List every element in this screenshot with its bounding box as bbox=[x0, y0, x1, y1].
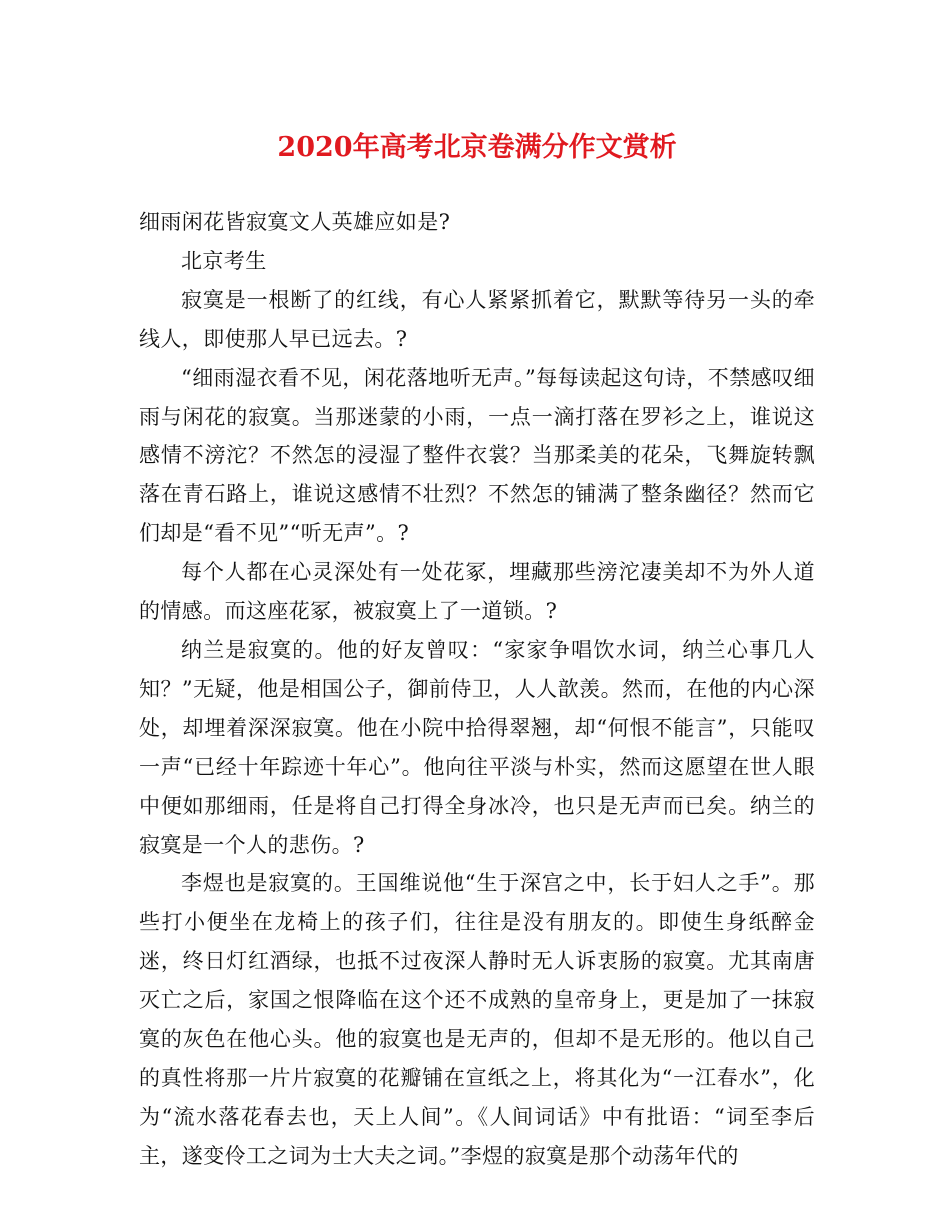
essay-author: 北京考生 bbox=[181, 248, 267, 273]
paragraph: 寂寞是一根断了的红线，有心人紧紧抓着它，默默等待另一头的牵线人，即使那人早已远去。? bbox=[139, 287, 815, 351]
paragraph: 纳兰是寂寞的。他的好友曾叹：“家家争唱饮水词，纳兰心事几人知？”无疑，他是相国公子，御前侍卫，人人歆羡。然而，在他的内心深处，却埋着深深寂寞。他在小院中拾得翠翘，却“何恨不能言”，只能叹一声“已经十年踪迹十年心”。他向往平淡与朴实，然而这愿望在世人眼中便如那细雨，任是将自己打得全身冰冷，也只是无声而已矣。纳兰的寂寞是一个人的悲伤。? bbox=[139, 637, 815, 857]
essay-title: 细雨闲花皆寂寞文人英雄应如是? bbox=[139, 210, 451, 234]
paragraph: 每个人都在心灵深处有一处花冢，埋藏那些滂沱凄美却不为外人道的情感。而这座花冢，被寂寞上了一道锁。? bbox=[139, 560, 815, 624]
document-body bbox=[139, 203, 815, 1176]
paragraph: “细雨湿衣看不见，闲花落地听无声。”每每读起这句诗，不禁感叹细雨与闲花的寂寞。当那迷蒙的小雨，一点一滴打落在罗衫之上，谁说这感情不滂沱？不然怎的浸湿了整件衣裳？当那柔美的花朵，飞舞旋转飘落在青石路上，谁说这感情不壮烈？不然怎的铺满了整条幽径？然而它们却是“看不见”“听无声”。? bbox=[139, 365, 815, 546]
document-page bbox=[139, 0, 815, 1230]
paragraph: 李煜也是寂寞的。王国维说他“生于深宫之中，长于妇人之手”。那些打小便坐在龙椅上的孩子们，往往是没有朋友的。即使生身纸醉金迷，终日灯红酒绿，也抵不过夜深人静时无人诉衷肠的寂寞。尤其南唐灭亡之后，家国之恨降临在这个还不成熟的皇帝身上，更是加了一抹寂寞的灰色在他心头。他的寂寞也是无声的，但却不是无形的。他以自己的真性将那一片片寂寞的花瓣铺在宣纸之上，将其化为“一江春水”，化为“流水落花春去也，天上人间”。《人间词话》中有批语：“词至李后主，遂变伶工之词为士大夫之词。”李煜的寂寞是那个动荡年代的 bbox=[139, 871, 815, 1168]
document-title: 2020年高考北京卷满分作文赏析 bbox=[277, 132, 677, 163]
